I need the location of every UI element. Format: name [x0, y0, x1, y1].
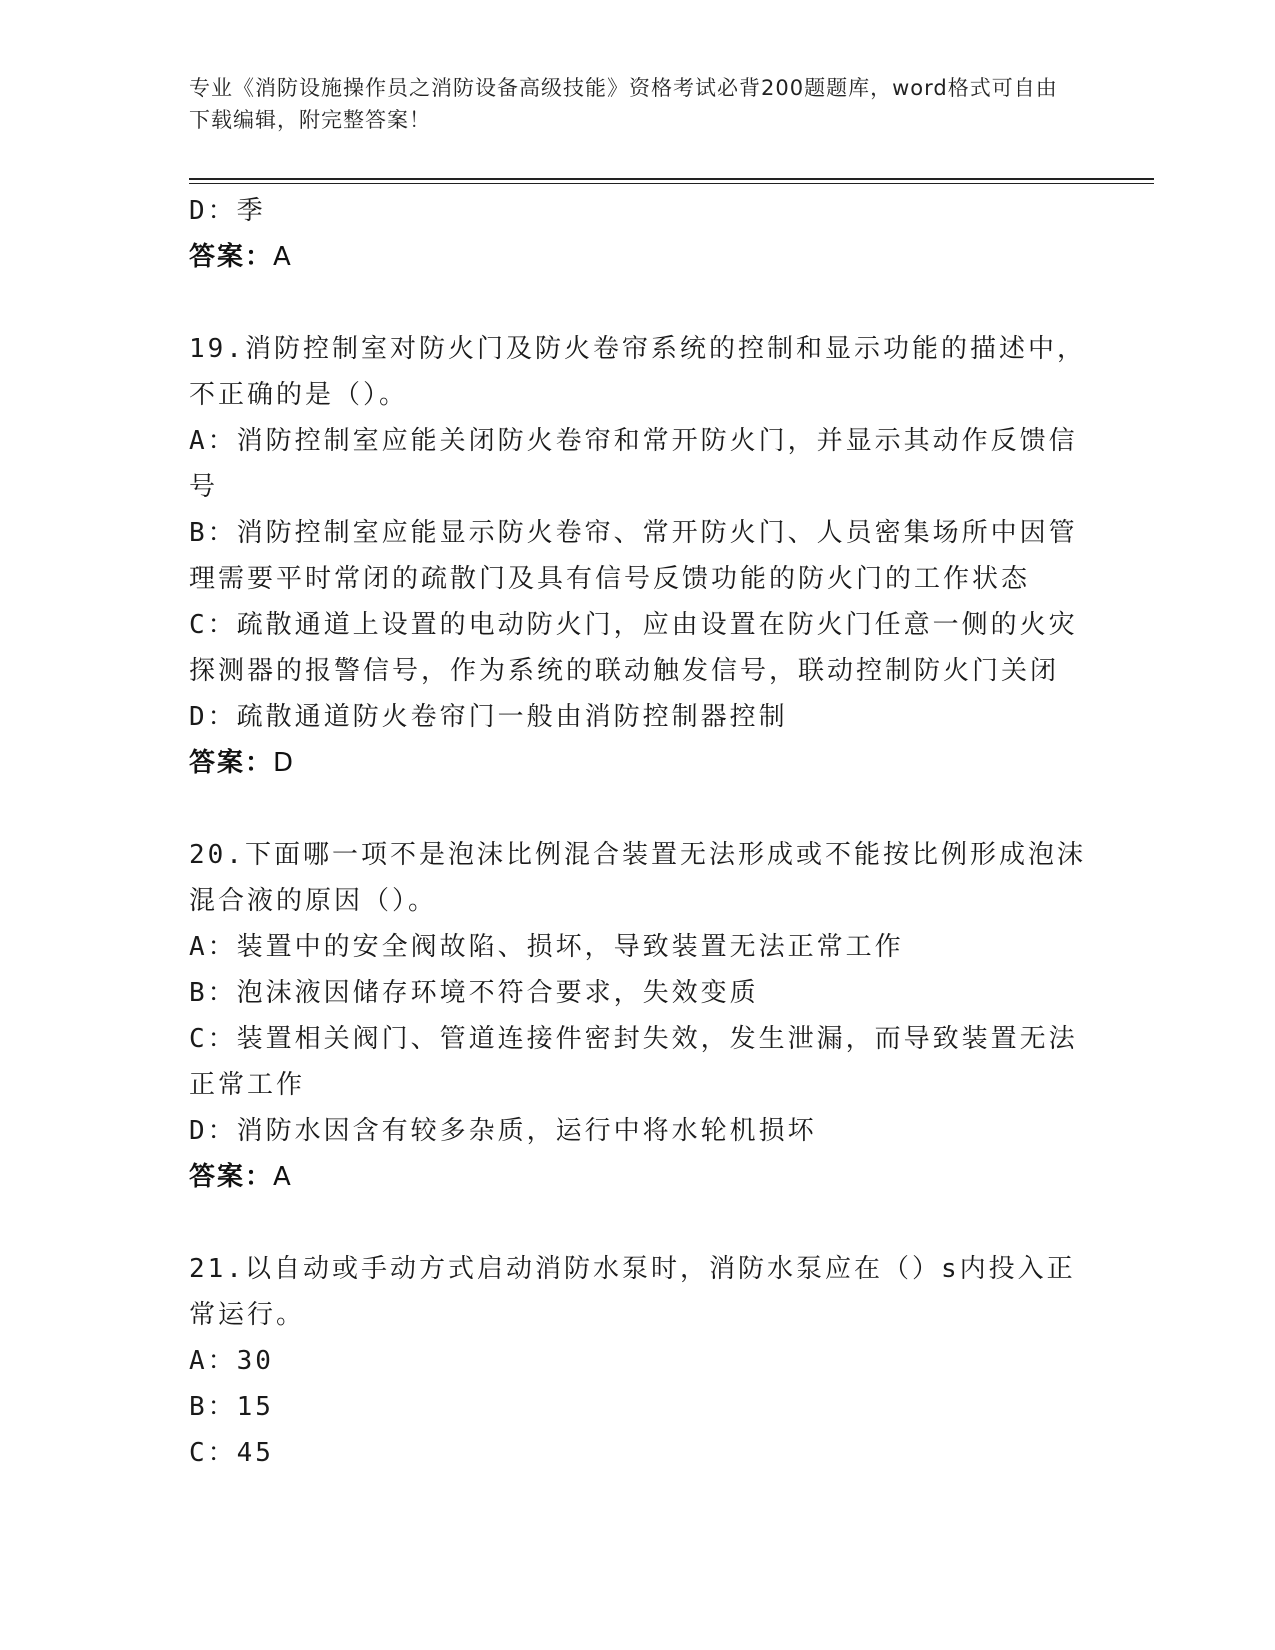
option-d: D：疏散通道防火卷帘门一般由消防控制器控制 [189, 702, 788, 732]
option-d: D：消防水因含有较多杂质，运行中将水轮机损坏 [189, 1116, 817, 1146]
answer-line [189, 234, 1089, 280]
option-c: C：装置相关阀门、管道连接件密封失效，发生泄漏，而导致装置无法正常工作 [189, 1024, 1078, 1100]
previous-question-tail [189, 188, 1089, 280]
answer-line [189, 740, 1089, 786]
page-header: 专业《消防设施操作员之消防设备高级技能》资格考试必背200题题库，word格式可自由下载编辑，附完整答案！ [189, 76, 1058, 132]
option-b: B：泡沫液因储存环境不符合要求，失效变质 [189, 978, 759, 1008]
answer-value: A [273, 1162, 293, 1192]
question-21 [189, 1246, 1089, 1476]
option-a: A：消防控制室应能关闭防火卷帘和常开防火门，并显示其动作反馈信号 [189, 426, 1078, 502]
header-divider-thin [189, 183, 1154, 184]
option-a: A：装置中的安全阀故陷、损坏，导致装置无法正常工作 [189, 932, 904, 962]
document-body [189, 188, 1089, 1476]
answer-value: D [273, 748, 296, 778]
option-a: A：30 [189, 1346, 274, 1376]
answer-value: A [273, 242, 293, 272]
option-c: C：45 [189, 1438, 274, 1468]
answer-label: 答案： [189, 242, 274, 272]
question-20 [189, 832, 1089, 1200]
answer-line [189, 1154, 1089, 1200]
question-stem: 20.下面哪一项不是泡沫比例混合装置无法形成或不能按比例形成泡沫混合液的原因（）。 [189, 840, 1086, 916]
option-b: B：15 [189, 1392, 274, 1422]
question-19 [189, 326, 1089, 786]
option-d: D：季 [189, 196, 266, 226]
option-b: B：消防控制室应能显示防火卷帘、常开防火门、人员密集场所中因管理需要平时常闭的疏散门及具有信号反馈功能的防火门的工作状态 [189, 518, 1078, 594]
answer-label: 答案： [189, 748, 274, 778]
option-c: C：疏散通道上设置的电动防火门，应由设置在防火门任意一侧的火灾探测器的报警信号，作为系统的联动触发信号，联动控制防火门关闭 [189, 610, 1078, 686]
question-stem: 19.消防控制室对防火门及防火卷帘系统的控制和显示功能的描述中，不正确的是（）。 [189, 334, 1086, 410]
question-stem: 21.以自动或手动方式启动消防水泵时，消防水泵应在（）s内投入正常运行。 [189, 1254, 1076, 1330]
answer-label: 答案： [189, 1162, 274, 1192]
header-divider-thick [189, 178, 1154, 180]
